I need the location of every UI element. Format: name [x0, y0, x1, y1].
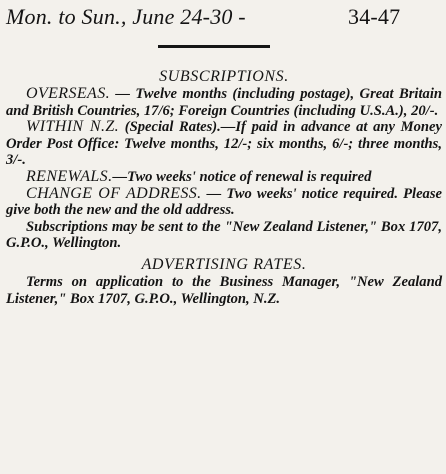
renewals-lead: RENEWALS.: [26, 167, 113, 185]
issue-number: 34-47: [348, 4, 401, 29]
advertising-heading: ADVERTISING RATES.: [141, 255, 307, 273]
advertising-paragraph: Terms on application to the Business Manager, "New Zealand Listener," Box 1707, G.P.O., Wellington, N.Z.: [6, 273, 442, 307]
overseas-text: — Twelve months (including postage), Great Britain and British Countries, 17/6; Foreign Countries (including U.S.A.), 20/-.: [6, 86, 442, 119]
date-range: Mon. to Sun., June 24-30 -: [6, 4, 246, 29]
within-nz-paragraph: [6, 119, 442, 169]
renewals-paragraph: [6, 169, 442, 186]
issue-header: [6, 4, 440, 30]
within-nz-text: (Special Rates).—If paid in advance at any Money Order Post Office: Twelve months, 12/-; six months, 6/-; three months, 3/-.: [6, 119, 442, 169]
renewals-text: —Two weeks' notice of renewal is required: [112, 168, 372, 185]
notice-body: [6, 68, 442, 307]
send-subscriptions-paragraph: Subscriptions may be sent to the "New Zealand Listener," Box 1707, G.P.O., Wellington.: [6, 218, 442, 252]
overseas-paragraph: [6, 86, 442, 119]
overseas-lead: OVERSEAS.: [26, 85, 111, 102]
change-of-address-text: — Two weeks' notice required. Please give both the new and the old address.: [6, 185, 442, 219]
change-of-address-lead: CHANGE OF ADDRESS.: [26, 184, 202, 202]
subscriptions-heading: SUBSCRIPTIONS.: [159, 68, 289, 85]
within-nz-lead: WITHIN N.Z.: [26, 118, 120, 136]
divider-rule: [158, 45, 270, 48]
change-of-address-paragraph: [6, 186, 442, 219]
